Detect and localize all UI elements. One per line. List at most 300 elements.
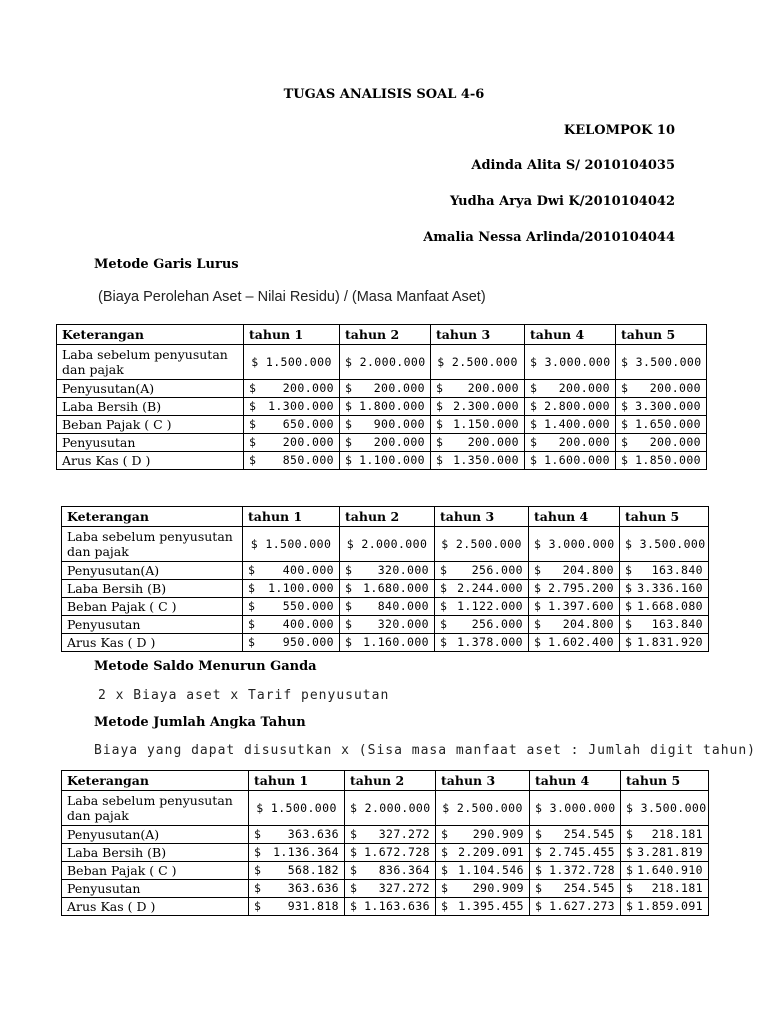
row-label: Beban Pajak ( C ) [62,862,249,880]
amount: 840.000 [377,599,429,613]
amount: 200.000 [282,381,334,395]
table-cell [525,398,616,416]
table-cell [525,452,616,470]
currency-symbol: $ [248,635,256,649]
row-label: Laba sebelum penyusutan dan pajak [57,345,244,380]
row-label: Penyusutan(A) [62,562,243,580]
table-row [62,598,709,616]
amount: 1.627.273 [549,899,615,913]
amount: 200.000 [649,381,701,395]
currency-symbol: $ [248,599,256,613]
table-cell [436,826,530,844]
amount: 363.636 [287,827,339,841]
money-value [249,453,334,468]
table-cell [529,562,620,580]
currency-symbol: $ [248,581,256,595]
money-value [535,827,615,842]
money-value [248,563,334,578]
money-value [530,399,610,414]
amount: 1.163.636 [364,899,430,913]
money-value [441,845,524,860]
currency-symbol: $ [248,617,256,631]
currency-symbol: $ [440,617,448,631]
table-cell [525,434,616,452]
depreciation-table-garis-lurus [56,324,707,470]
table-cell [529,616,620,634]
money-value [530,381,610,396]
column-header: Keterangan [62,507,243,527]
amount: 200.000 [558,381,610,395]
currency-symbol: $ [345,381,353,395]
table-row [62,844,709,862]
money-value [254,845,339,860]
column-header: tahun 3 [436,771,530,791]
column-header: tahun 4 [525,325,616,345]
table-cell [243,580,340,598]
group-name: KELOMPOK 10 [563,123,675,138]
table-cell: $ 1.500.000 [249,791,345,826]
amount: 2.244.000 [457,581,523,595]
amount: 1.122.000 [457,599,523,613]
amount: 1.831.920 [637,635,703,649]
table-cell [620,580,709,598]
table-row [57,416,707,434]
money-value [441,863,524,878]
money-value [440,563,523,578]
currency-symbol: $ [621,453,629,467]
table-cell [616,434,707,452]
currency-symbol: $ [440,563,448,577]
amount: 1.850.000 [635,453,701,467]
table-cell [620,616,709,634]
money-value [345,581,429,596]
table-cell [340,580,435,598]
money-value [345,417,425,432]
amount: 200.000 [467,381,519,395]
table-cell [435,634,529,652]
table-cell [249,844,345,862]
row-label: Laba sebelum penyusutan dan pajak [62,527,243,562]
currency-symbol: $ [249,453,257,467]
table-cell [525,416,616,434]
currency-symbol: $ [625,581,633,595]
money-value [621,399,701,414]
row-label: Laba sebelum penyusutan dan pajak [62,791,249,826]
amount: 204.800 [562,617,614,631]
row-label: Arus Kas ( D ) [62,634,243,652]
amount: 200.000 [649,435,701,449]
money-value [436,453,519,468]
currency-symbol: $ [440,635,448,649]
table-cell: $ 1.500.000 [243,527,340,562]
table-cell [620,562,709,580]
currency-symbol: $ [350,827,358,841]
table-cell: $ 2.000.000 [340,527,435,562]
currency-symbol: $ [436,453,444,467]
column-header: tahun 4 [529,507,620,527]
money-value [345,617,429,632]
currency-symbol: $ [436,417,444,431]
amount: 256.000 [471,617,523,631]
currency-symbol: $ [436,435,444,449]
table-cell [621,880,709,898]
member-3: Amalia Nessa Arlinda/2010104044 [423,230,675,245]
row-label: Beban Pajak ( C ) [57,416,244,434]
row-label: Laba Bersih (B) [62,580,243,598]
money-value [625,617,703,632]
money-value [530,453,610,468]
table-cell [529,580,620,598]
money-value [350,863,430,878]
money-value [626,899,703,914]
table-cell [340,634,435,652]
column-header: tahun 1 [244,325,340,345]
money-value [350,881,430,896]
currency-symbol: $ [436,381,444,395]
money-value [535,899,615,914]
amount: 550.000 [282,599,334,613]
column-header: tahun 1 [243,507,340,527]
table-cell [340,616,435,634]
money-value [621,453,701,468]
table-cell [530,844,621,862]
currency-symbol: $ [254,863,262,877]
table-cell [621,844,709,862]
currency-symbol: $ [535,863,543,877]
table-cell [529,598,620,616]
table-row [62,898,709,916]
amount: 650.000 [282,417,334,431]
row-label: Penyusutan [62,616,243,634]
table-row [62,791,709,826]
money-value [625,635,703,650]
row-label: Laba Bersih (B) [62,844,249,862]
table-cell [530,826,621,844]
money-value [350,827,430,842]
table-cell [345,880,436,898]
table-cell [620,598,709,616]
money-value [530,435,610,450]
currency-symbol: $ [626,863,634,877]
currency-symbol: $ [534,581,542,595]
amount: 1.100.000 [359,453,425,467]
money-value [534,599,614,614]
currency-symbol: $ [441,881,449,895]
table-cell [249,880,345,898]
money-value [621,417,701,432]
column-header: Keterangan [57,325,244,345]
table-cell: $ 2.500.000 [436,791,530,826]
table-cell [616,452,707,470]
money-value [621,381,701,396]
currency-symbol: $ [441,863,449,877]
amount: 1.800.000 [359,399,425,413]
formula-garis-lurus: (Biaya Perolehan Aset – Nilai Residu) / (Masa Manfaat Aset) [98,289,486,305]
table-cell: $ 3.000.000 [525,345,616,380]
amount: 1.859.091 [637,899,703,913]
table-row [57,398,707,416]
table-cell: $ 3.000.000 [529,527,620,562]
table-row [62,580,709,598]
currency-symbol: $ [350,863,358,877]
money-value [534,581,614,596]
table-row [62,634,709,652]
currency-symbol: $ [621,435,629,449]
table-cell [243,634,340,652]
amount: 836.364 [378,863,430,877]
money-value [248,599,334,614]
table-cell [243,616,340,634]
currency-symbol: $ [249,417,257,431]
table-cell [436,898,530,916]
row-label: Arus Kas ( D ) [57,452,244,470]
amount: 163.840 [651,563,703,577]
table-cell: $ 2.500.000 [431,345,525,380]
table-header-row [62,771,709,791]
amount: 2.745.455 [549,845,615,859]
table-cell [621,862,709,880]
currency-symbol: $ [345,635,353,649]
page-title: TUGAS ANALISIS SOAL 4-6 [283,87,485,102]
money-value [626,827,703,842]
member-2: Yudha Arya Dwi K/2010104042 [450,194,675,209]
money-value [345,435,425,450]
currency-symbol: $ [345,581,353,595]
table-cell [340,562,435,580]
money-value [249,381,334,396]
money-value [621,435,701,450]
column-header: tahun 1 [249,771,345,791]
table-cell: $ 2.000.000 [340,345,431,380]
row-label: Penyusutan(A) [62,826,249,844]
amount: 200.000 [373,435,425,449]
amount: 320.000 [377,563,429,577]
table-cell [431,416,525,434]
currency-symbol: $ [626,899,634,913]
table-cell [436,844,530,862]
currency-symbol: $ [535,827,543,841]
row-label: Arus Kas ( D ) [62,898,249,916]
table-cell [525,380,616,398]
amount: 1.668.080 [637,599,703,613]
amount: 200.000 [558,435,610,449]
currency-symbol: $ [530,453,538,467]
amount: 363.636 [287,881,339,895]
currency-symbol: $ [625,635,633,649]
currency-symbol: $ [350,881,358,895]
table-cell [244,398,340,416]
amount: 200.000 [282,435,334,449]
table-row [57,452,707,470]
table-cell [616,380,707,398]
table-cell [244,434,340,452]
amount: 290.909 [472,881,524,895]
table-cell [435,598,529,616]
amount: 218.181 [651,881,703,895]
amount: 1.378.000 [457,635,523,649]
money-value [249,435,334,450]
table-cell [621,826,709,844]
currency-symbol: $ [436,399,444,413]
amount: 400.000 [282,563,334,577]
formula-saldo-menurun: 2 x Biaya aset x Tarif penyusutan [98,688,390,703]
column-header: tahun 5 [621,771,709,791]
amount: 1.602.400 [548,635,614,649]
money-value [436,435,519,450]
row-label: Penyusutan [62,880,249,898]
amount: 3.336.160 [637,581,703,595]
table-cell [345,844,436,862]
money-value [440,617,523,632]
table-cell [345,898,436,916]
table-cell [616,398,707,416]
amount: 254.545 [563,827,615,841]
money-value [534,635,614,650]
table-cell: $ 3.000.000 [530,791,621,826]
table-cell: $ 1.500.000 [244,345,340,380]
currency-symbol: $ [530,417,538,431]
money-value [249,399,334,414]
money-value [534,617,614,632]
table-header-row [57,325,707,345]
amount: 1.100.000 [268,581,334,595]
money-value [248,617,334,632]
amount: 290.909 [472,827,524,841]
table-cell [244,416,340,434]
amount: 1.350.000 [453,453,519,467]
table-cell [529,634,620,652]
table-cell [435,580,529,598]
currency-symbol: $ [248,563,256,577]
currency-symbol: $ [534,635,542,649]
currency-symbol: $ [345,453,353,467]
amount: 568.182 [287,863,339,877]
table-cell [243,598,340,616]
amount: 1.136.364 [273,845,339,859]
currency-symbol: $ [254,827,262,841]
amount: 1.680.000 [363,581,429,595]
currency-symbol: $ [621,399,629,413]
currency-symbol: $ [534,599,542,613]
table-row [57,345,707,380]
table-cell [244,380,340,398]
table-cell: $ 2.000.000 [345,791,436,826]
currency-symbol: $ [249,435,257,449]
column-header: tahun 3 [435,507,529,527]
amount: 2.209.091 [458,845,524,859]
table-cell [249,898,345,916]
currency-symbol: $ [534,617,542,631]
money-value [441,899,524,914]
money-value [436,399,519,414]
column-header: tahun 5 [616,325,707,345]
currency-symbol: $ [345,563,353,577]
depreciation-table-jumlah-angka [61,770,709,916]
currency-symbol: $ [440,599,448,613]
column-header: tahun 2 [345,771,436,791]
table-row [62,616,709,634]
table-cell [340,416,431,434]
money-value [625,599,703,614]
money-value [254,899,339,914]
table-cell [530,862,621,880]
table-cell [345,826,436,844]
currency-symbol: $ [254,881,262,895]
table-header-row [62,507,709,527]
amount: 218.181 [651,827,703,841]
amount: 1.160.000 [363,635,429,649]
money-value [530,417,610,432]
row-label: Beban Pajak ( C ) [62,598,243,616]
section-heading-saldo-menurun: Metode Saldo Menurun Ganda [94,659,317,674]
money-value [249,417,334,432]
table-cell [620,634,709,652]
money-value [436,417,519,432]
currency-symbol: $ [535,845,543,859]
table-row [62,562,709,580]
money-value [625,563,703,578]
amount: 1.150.000 [453,417,519,431]
table-row [57,434,707,452]
currency-symbol: $ [621,381,629,395]
amount: 163.840 [651,617,703,631]
currency-symbol: $ [441,827,449,841]
currency-symbol: $ [441,899,449,913]
money-value [440,581,523,596]
amount: 327.272 [378,827,430,841]
currency-symbol: $ [345,617,353,631]
table-cell [616,416,707,434]
table-cell: $ 3.500.000 [621,791,709,826]
money-value [441,881,524,896]
currency-symbol: $ [535,899,543,913]
table-row [62,826,709,844]
currency-symbol: $ [625,563,633,577]
amount: 2.300.000 [453,399,519,413]
currency-symbol: $ [345,599,353,613]
money-value [254,881,339,896]
table-cell [435,616,529,634]
table-cell [345,862,436,880]
money-value [248,581,334,596]
column-header: tahun 4 [530,771,621,791]
money-value [350,899,430,914]
money-value [350,845,430,860]
section-heading-jumlah-angka: Metode Jumlah Angka Tahun [94,715,306,730]
column-header: tahun 2 [340,325,431,345]
column-header: tahun 5 [620,507,709,527]
table-cell [436,862,530,880]
currency-symbol: $ [625,599,633,613]
member-1: Adinda Alita S/ 2010104035 [471,158,675,173]
currency-symbol: $ [254,845,262,859]
currency-symbol: $ [534,563,542,577]
table-cell [431,398,525,416]
amount: 1.600.000 [544,453,610,467]
amount: 256.000 [471,563,523,577]
money-value [248,635,334,650]
money-value [440,599,523,614]
money-value [345,453,425,468]
table-cell [530,880,621,898]
money-value [626,845,703,860]
amount: 1.104.546 [458,863,524,877]
amount: 900.000 [373,417,425,431]
amount: 400.000 [282,617,334,631]
table-cell [431,452,525,470]
table-cell [244,452,340,470]
money-value [534,563,614,578]
